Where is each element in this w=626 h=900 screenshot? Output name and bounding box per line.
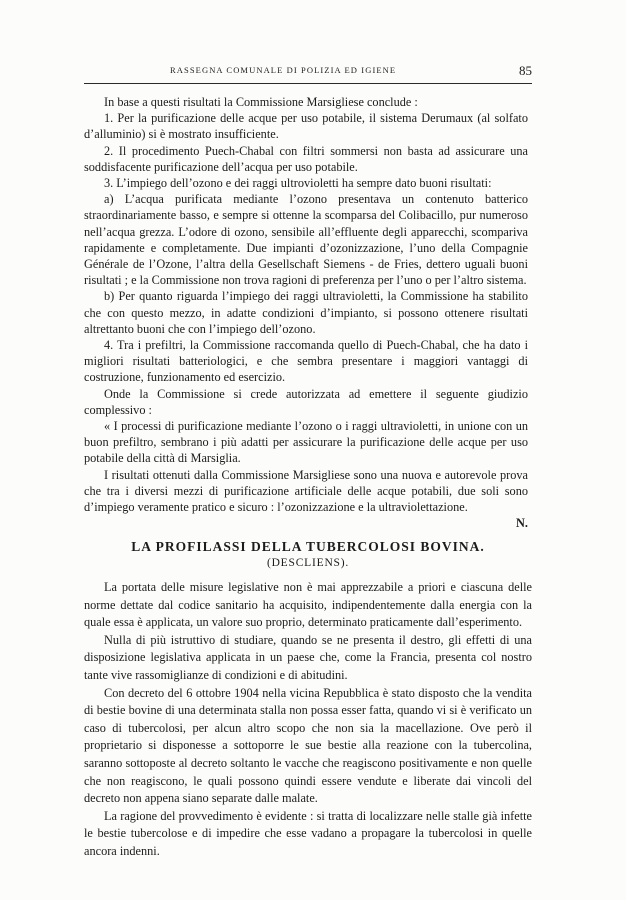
section-paragraph: Con decreto del 6 ottobre 1904 nella vicina Repubblica è stato disposto che la vendita di bestie bovine di una determinata stalla non possa esser fatta, quando vi si è verificato un caso di tubercolosi, per alcun altro scopo che non sia la macellazione. Ove però il proprietario si disponesse a sottoporre le sue bestie alla reazione con la tubercolina, saranno sottoposte al decreto soltanto le vacche che reagiscono positivamente e non quelle che non reagiscono, le quali possono quindi essere vendute e liberate dai vincoli del decreto non appena siano separate dalle malate. — [84, 685, 532, 806]
paragraph-point-3b: b) Per quanto riguarda l’impiego dei raggi ultravioletti, la Commissione ha stabilito che con questo mezzo, in adatte condizioni d’impianto, si possono ottenere risultati altrettanto buoni che con l’impiego dell’ozono. — [84, 289, 528, 336]
paragraph-point-1: 1. Per la purificazione delle acque per uso potabile, il sistema Derumaux (al solfato d’alluminio) si è mostrato insufficiente. — [84, 111, 528, 142]
paragraph-quote: « I processi di purificazione mediante l’ozono o i raggi ultravioletti, in unione con un buon prefiltro, sembrano i più adatti per assicurare la purificazione delle acque per uso potabile della città di Marsiglia. — [84, 419, 528, 466]
article-tuberculosis — [84, 538, 532, 861]
page-number: 85 — [519, 63, 532, 78]
running-title: RASSEGNA COMUNALE DI POLIZIA ED IGIENE — [170, 65, 397, 75]
article-continuation — [84, 94, 528, 531]
paragraph-point-3: 3. L’impiego dell’ozono e dei raggi ultrovioletti ha sempre dato buoni risultati: — [104, 176, 492, 191]
paragraph-point-4: 4. Tra i prefiltri, la Commissione raccomanda quello di Puech-Chabal, che ha dato i migliori risultati batteriologici, e che sembra presentare i maggiori vantaggi di costruzione, funzionamento ed esercizio. — [84, 338, 528, 385]
paragraph-point-3a: a) L’acqua purificata mediante l’ozono presentava un contenuto batterico straordinariamente basso, e sempre si ottenne la scomparsa del Colibacillo, pur numeroso nell’acqua grezza. L’odore di ozono, sensibile all’effluente degli apparecchi, scompariva rapidamente e completamente. Due impianti d’ozonizzazione, l’uno della Compagnie Générale de l’Ozone, l’altra della Gesellschaft Siemens - de Fries, dettero uguali buoni risultati ; e la Commissione non trova ragioni di preferenza per l’uno o per l’altro sistema. — [84, 192, 528, 288]
paragraph-judgement-intro: Onde la Commissione si crede autorizzata ad emettere il seguente giudizio complessivo : — [84, 386, 528, 417]
page-header — [84, 64, 532, 80]
signature: N. — [516, 516, 528, 531]
section-paragraph: La portata delle misure legislative non è mai apprezzabile a priori e ciascuna delle norme dettate dal codice sanitario ha acquisito, indipendentemente dalla energia con la quale essa è applicata, un valore suo proprio, determinato praticamente dall’esperimento. — [84, 580, 532, 630]
section-author: (DESCLIENS). — [266, 557, 350, 569]
paragraph-conclusion: I risultati ottenuti dalla Commissione Marsigliese sono una nuova e autorevole prova che tra i diversi mezzi di purificazione artificiale delle acque potabili, due soli sono d’impiego veramente pratico e sicuro : l’ozonizzazione e la ultraviolettazione. — [84, 467, 528, 515]
paragraph-point-2: 2. Il procedimento Puech-Chabal con filtri sommersi non basta ad assicurare una soddisfacente purificazione dell’acqua per uso potabile. — [84, 143, 528, 174]
section-paragraph: La ragione del provvedimento è evidente : si tratta di localizzare nelle stalle già infette le bestie tubercolose e di impedire che esse vadano a propagare la tubercolosi in quelle ancora indenni. — [84, 808, 532, 858]
section-title: LA PROFILASSI DELLA TUBERCOLOSI BOVINA. — [131, 539, 485, 554]
section-paragraph: Nulla di più istruttivo di studiare, quando se ne presenta il destro, gli effetti di una disposizione legislativa applicata in un paese che, come la Francia, presenta col nostro tante vive rassomiglianze di condizioni e di abitudini. — [84, 632, 532, 682]
header-rule — [84, 83, 532, 84]
paragraph-intro: In base a questi risultati la Commissione Marsigliese conclude : — [104, 95, 418, 109]
